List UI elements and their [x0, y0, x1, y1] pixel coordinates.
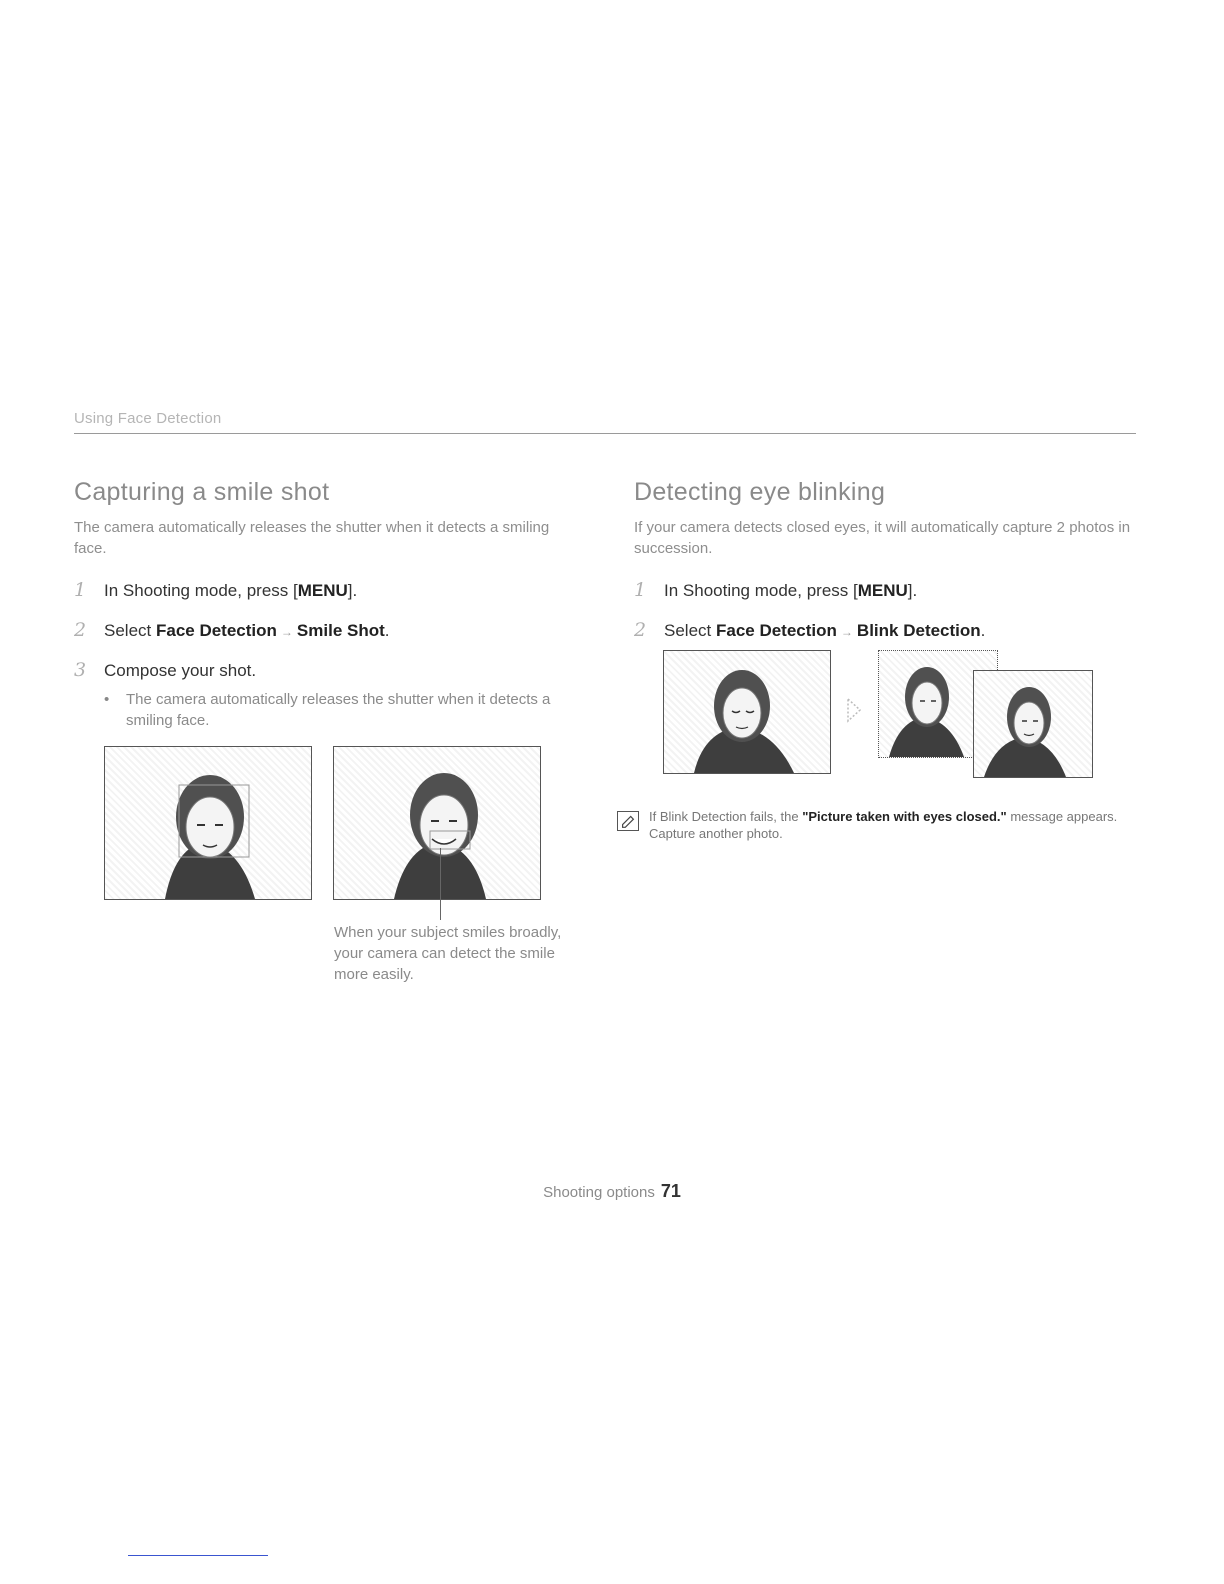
page-footer — [0, 1181, 1224, 1202]
blink-step-2 — [634, 619, 1134, 641]
portrait-illustration — [105, 747, 311, 899]
step-number: 1 — [634, 579, 647, 601]
sequence-arrow-icon — [846, 697, 862, 723]
step-number: 2 — [634, 619, 647, 641]
note-icon — [617, 811, 639, 831]
section-header-label: Using Face Detection — [74, 410, 222, 427]
bullet-text: The camera automatically releases the shutter when it detects a smiling face. — [126, 691, 551, 729]
smile-step-2 — [74, 619, 574, 641]
smile-caption: When your subject smiles broadly, your camera can detect the smile more easily. — [334, 924, 562, 983]
step-text: Select Face Detection → Smile Shot. — [104, 621, 390, 640]
portrait-illustration — [334, 747, 540, 899]
blink-detection-title: Detecting eye blinking — [634, 478, 886, 506]
menu-key: MENU — [857, 581, 908, 600]
menu-blink-detection: Blink Detection — [856, 621, 981, 640]
menu-face-detection: Face Detection — [715, 621, 837, 640]
smile-step-3 — [74, 659, 574, 681]
bottom-link-underline — [128, 1555, 268, 1556]
photo-before-smile — [104, 746, 312, 900]
page-number: 71 — [660, 1181, 681, 1201]
smile-shot-title: Capturing a smile shot — [74, 478, 330, 506]
warning-message: "Picture taken with eyes closed." — [802, 809, 1007, 824]
step-text: In Shooting mode, press [MENU]. — [664, 581, 918, 600]
arrow-right-icon: → — [280, 625, 293, 639]
step-number: 1 — [74, 579, 87, 601]
step-text: Select Face Detection → Blink Detection. — [664, 621, 986, 640]
smile-step-1 — [74, 579, 574, 601]
smile-shot-section — [74, 478, 574, 731]
caption-pointer — [440, 848, 441, 920]
smile-shot-intro: The camera automatically releases the shutter when it detects a smiling face. — [74, 519, 550, 557]
blink-detection-intro: If your camera detects closed eyes, it will automatically capture 2 photos in succession. — [634, 519, 1131, 557]
header-divider — [74, 433, 1136, 434]
blink-note — [617, 808, 1137, 842]
smile-bullet — [104, 689, 574, 731]
bullet-icon: • — [104, 691, 110, 708]
arrow-right-icon: → — [840, 625, 853, 639]
menu-key: MENU — [297, 581, 348, 600]
blink-detection-section — [634, 478, 1134, 659]
blink-step-1 — [634, 579, 1134, 601]
note-text: If Blink Detection fails, the "Picture taken with eyes closed." message appears. Capture another photo. — [649, 809, 1118, 841]
step-number: 3 — [74, 659, 87, 681]
step-text: Compose your shot. — [104, 661, 257, 680]
menu-smile-shot: Smile Shot — [296, 621, 385, 640]
footer-section-name: Shooting options — [543, 1184, 655, 1201]
portrait-illustration — [974, 671, 1092, 777]
step-number: 2 — [74, 619, 87, 641]
step-text: In Shooting mode, press [MENU]. — [104, 581, 358, 600]
photo-capture-2 — [973, 670, 1093, 778]
photo-eyes-closed — [663, 650, 831, 774]
photo-smiling — [333, 746, 541, 900]
portrait-illustration — [664, 651, 830, 773]
menu-face-detection: Face Detection — [155, 621, 277, 640]
